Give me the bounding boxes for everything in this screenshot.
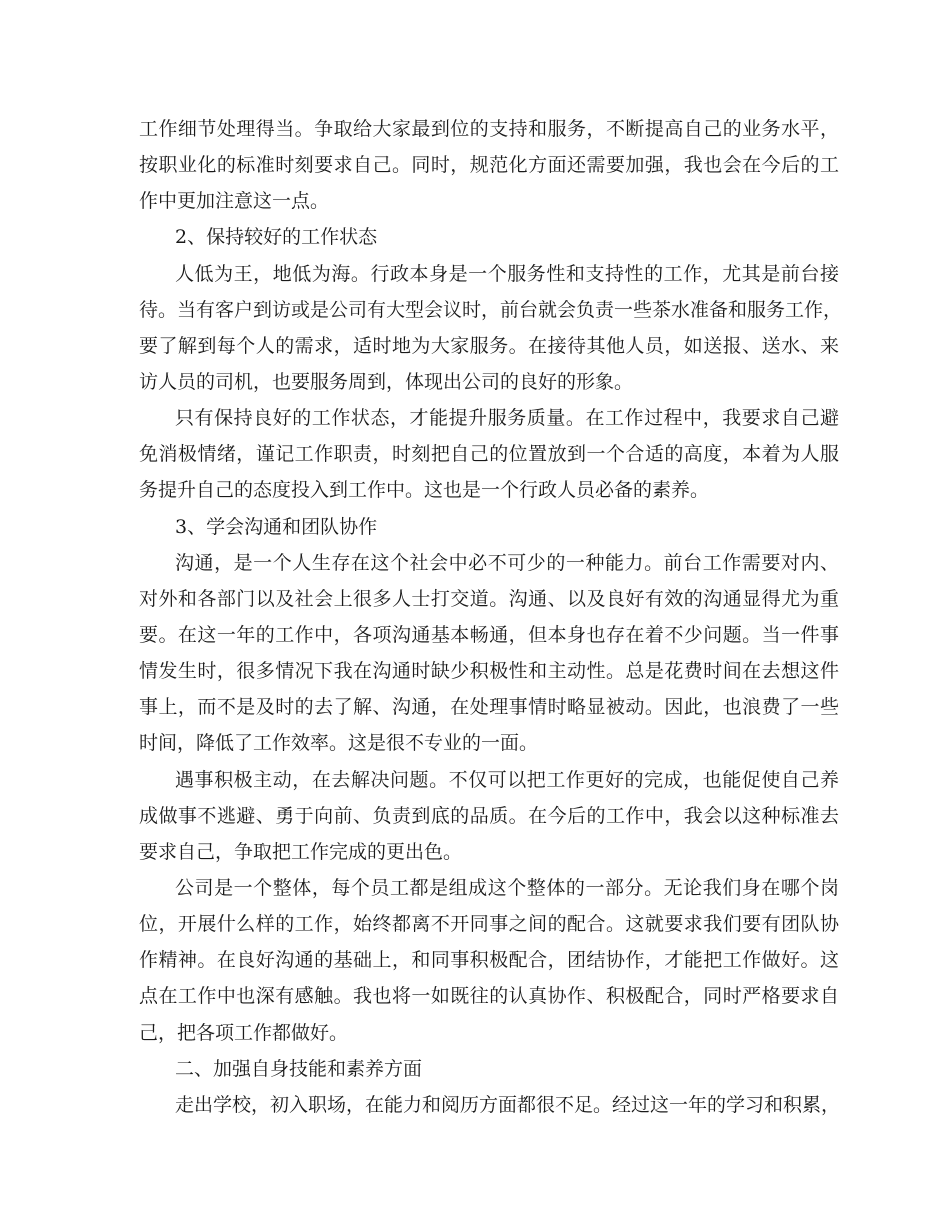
text-line: 己，把各项工作都做好。 <box>139 1021 349 1044</box>
body-text <box>139 111 843 1123</box>
text-line: 公司是一个整体，每个员工都是组成这个整体的一部分。无论我们身在哪个岗 <box>175 876 839 899</box>
text-line: 时间，降低了工作效率。这是很不专业的一面。 <box>139 732 539 755</box>
text-line: 要了解到每个人的需求，适时地为大家服务。在接待其他人员，如送报、送水、来 <box>139 334 839 357</box>
text-line: 事上，而不是及时的去了解、沟通，在处理事情时略显被动。因此，也浪费了一些 <box>139 696 839 719</box>
text-line: 只有保持良好的工作状态，才能提升服务质量。在工作过程中，我要求自己避 <box>175 407 839 430</box>
text-line: 沟通，是一个人生存在这个社会中必不可少的一种能力。前台工作需要对内、 <box>175 551 839 574</box>
text-line: 工作细节处理得当。争取给大家最到位的支持和服务，不断提高自己的业务水平， <box>139 118 839 140</box>
text-line: 要。在这一年的工作中，各项沟通基本畅通，但本身也存在着不少问题。当一件事 <box>139 623 839 646</box>
text-line: 要求自己，争取把工作完成的更出色。 <box>139 840 463 863</box>
text-line: 作中更加注意这一点。 <box>139 190 330 213</box>
text-line: 务提升自己的态度投入到工作中。这也是一个行政人员必备的素养。 <box>139 479 710 502</box>
text-line: 成做事不逃避、勇于向前、负责到底的品质。在今后的工作中，我会以这种标准去 <box>139 804 839 827</box>
text-line: 免消极情绪，谨记工作职责，时刻把自己的位置放到一个合适的高度，本着为人服 <box>139 443 839 466</box>
text-line: 访人员的司机，也要服务周到，体现出公司的良好的形象。 <box>139 370 634 393</box>
text-line: 对外和各部门以及社会上很多人士打交道。沟通、以及良好有效的沟通显得尤为重 <box>139 587 839 610</box>
text-line: 位，开展什么样的工作，始终都离不开同事之间的配合。这就要求我们要有团队协 <box>139 913 839 936</box>
section-heading: 二、加强自身技能和素养方面 <box>175 1057 423 1080</box>
text-line: 遇事积极主动，在去解决问题。不仅可以把工作更好的完成，也能促使自己养 <box>175 768 839 791</box>
text-line: 待。当有客户到访或是公司有大型会议时，前台就会负责一些茶水准备和服务工作， <box>139 298 843 321</box>
text-line: 作精神。在良好沟通的基础上，和同事积极配合，团结协作，才能把工作做好。这 <box>139 949 839 972</box>
text-line: 点在工作中也深有感触。我也将一如既往的认真协作、积极配合，同时严格要求自 <box>139 985 839 1008</box>
text-line: 人低为王，地低为海。行政本身是一个服务性和支持性的工作，尤其是前台接 <box>175 262 839 285</box>
section-heading: 2、保持较好的工作状态 <box>175 226 378 249</box>
text-line: 按职业化的标准时刻要求自己。同时，规范化方面还需要加强，我也会在今后的工 <box>139 154 839 177</box>
text-line: 走出学校，初入职场，在能力和阅历方面都很不足。经过这一年的学习和积累， <box>175 1093 841 1116</box>
section-heading: 3、学会沟通和团队协作 <box>175 515 378 538</box>
text-line: 情发生时，很多情况下我在沟通时缺少积极性和主动性。总是花费时间在去想这件 <box>139 660 839 683</box>
